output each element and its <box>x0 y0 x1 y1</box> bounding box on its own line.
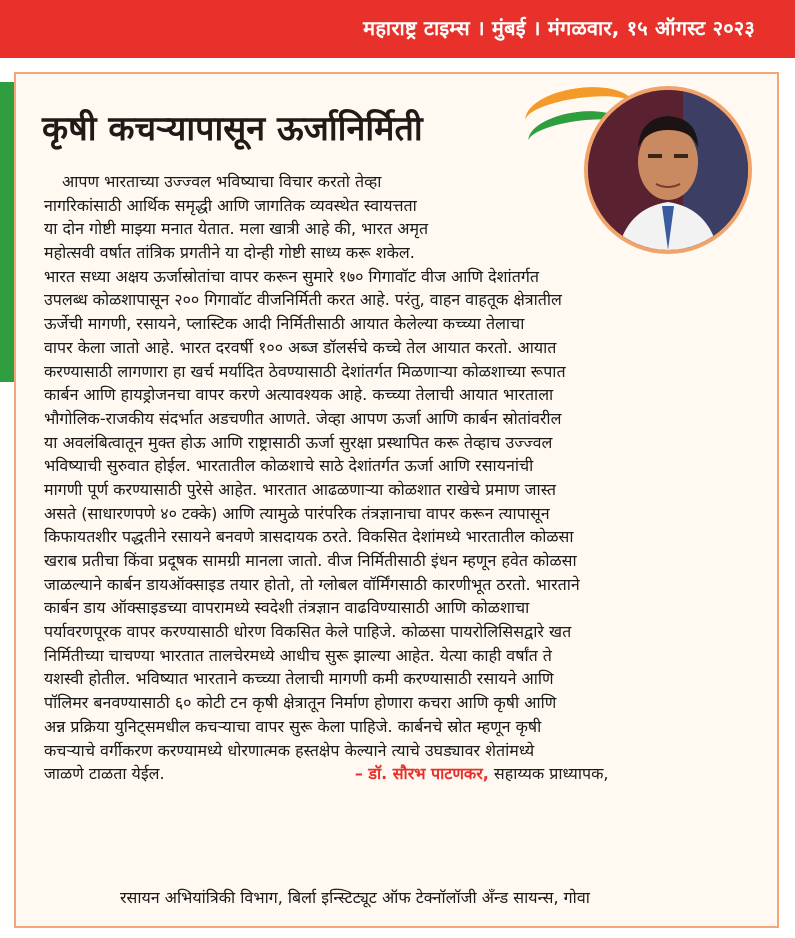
body-line: महोत्सवी वर्षात तांत्रिक प्रगतीने या दोन्ही गोष्टी साध्य करू शकेल. <box>44 243 415 263</box>
body-line: पॉलिमर बनवण्यासाठी ६० कोटी टन कृषी क्षेत्रातून निर्माण होणारा कचरा आणि कृषी आणि <box>44 693 557 713</box>
body-line: आपण भारताच्या उज्ज्वल भविष्याचा विचार करतो तेव्हा <box>62 172 382 191</box>
author-affiliation: रसायन अभियांत्रिकी विभाग, बिर्ला इन्स्टिट्यूट ऑफ टेक्नॉलॉजी अँन्ड सायन्स, गोवा <box>120 888 590 907</box>
dateline: महाराष्ट्र टाइम्स । मुंबई । मंगळवार, १५ ऑगस्ट २०२३ <box>363 16 755 40</box>
body-line: करण्यासाठी लागणारा हा खर्च मर्यादित ठेवण्यासाठी देशांतर्गत मिळणाऱ्या कोळशाच्या रूपात <box>44 361 566 381</box>
body-line: वापर केला जातो आहे. भारत दरवर्षी १०० अब्ज डॉलर्सचे कच्चे तेल आयात करतो. आयात <box>44 337 557 357</box>
body-line: मागणी पूर्ण करण्यासाठी पुरेसे आहेत. भारतात आढळणाऱ्या कोळशात राखेचे प्रमाण जास्त <box>44 479 557 499</box>
byline-row <box>44 762 754 786</box>
body-line: या दोन गोष्टी माझ्या मनात येतात. मला खात्री आहे की, भारत अमृत <box>44 219 429 239</box>
body-line: निर्मितीच्या चाचण्या भारतात तालचेरमध्ये आधीच सुरू झाल्या आहेत. येत्या काही वर्षांत ते <box>44 645 552 665</box>
body-line: कचऱ्याचे वर्गीकरण करण्यामध्ये धोरणात्मक हस्तक्षेप केल्याने त्याचे उघड्यावर शेतांमध्ये <box>44 740 535 760</box>
body-line: यशस्वी होतील. भविष्यात भारताने कच्च्या तेलाची मागणी कमी करण्यासाठी रसायने आणि <box>44 669 554 689</box>
body-line: असते (साधारणपणे ४० टक्के) आणि त्यामुळे पारंपरिक तंत्रज्ञानाचा वापर करून त्यापासून <box>44 503 550 523</box>
body-line: कार्बन आणि हायड्रोजनचा वापर करणे अत्यावश्यक आहे. कच्च्या तेलाची आयात भारताला <box>44 385 554 405</box>
body-line: खराब प्रतीचा किंवा प्रदूषक सामग्री मानला जातो. वीज निर्मितीसाठी इंधन म्हणून हवेत कोळसा <box>44 551 577 570</box>
author-designation: सहाय्यक प्राध्यापक, <box>488 764 609 784</box>
body-line: किफायतशीर पद्धतीने रसायने बनवणे त्रासदायक ठरते. विकसित देशांमध्ये भारतातील कोळसा <box>44 527 574 547</box>
article-body <box>44 170 754 786</box>
body-line: कार्बन डाय ऑक्साइडच्या वापरामध्ये स्वदेशी तंत्रज्ञान वाढविण्यासाठी आणि कोळशाचा <box>44 598 530 618</box>
masthead-bar <box>0 0 795 58</box>
article-title: कृषी कचऱ्यापासून ऊर्जानिर्मिती <box>42 109 423 149</box>
body-last-line: जाळणे टाळता येईल. <box>44 764 165 784</box>
body-line: नागरिकांसाठी आर्थिक समृद्धी आणि जागतिक व्यवस्थेत स्वायत्तता <box>44 195 417 215</box>
body-line: या अवलंबित्वातून मुक्त होऊ आणि राष्ट्रासाठी ऊर्जा सुरक्षा प्रस्थापित करू तेव्हाच उज्ज्वल <box>44 432 553 452</box>
body-line: जाळल्याने कार्बन डायऑक्साइड तयार होतो, तो ग्लोबल वॉर्मिंगसाठी कारणीभूत ठरतो. भारताने <box>44 574 580 594</box>
body-line: भविष्याची सुरुवात होईल. भारतातील कोळशाचे साठे देशांतर्गत ऊर्जा आणि रसायनांची <box>44 456 534 476</box>
body-line: अन्न प्रक्रिया युनिट्समधील कचऱ्याचा वापर सुरू केला पाहिजे. कार्बनचे स्रोत म्हणून कृषी <box>44 716 542 736</box>
author-name: – डॉ. सौरभ पाटणकर, <box>354 764 489 784</box>
body-line: भौगोलिक-राजकीय संदर्भात अडचणीत आणते. जेव्हा आपण ऊर्जा आणि कार्बन स्रोतांवरील <box>44 408 562 428</box>
body-line: उपलब्ध कोळशापासून २०० गिगावॉट वीजनिर्मिती करत आहे. परंतु, वाहन वाहतूक क्षेत्रातील <box>44 290 562 310</box>
body-line: भारत सध्या अक्षय ऊर्जास्रोतांचा वापर करून सुमारे १७० गिगावॉट वीज आणि देशांतर्गत <box>44 266 539 286</box>
body-line: ऊर्जेची मागणी, रसायने, प्लास्टिक आदी निर्मितीसाठी आयात केलेल्या कच्च्या तेलाचा <box>44 314 525 334</box>
body-line: पर्यावरणपूरक वापर करण्यासाठी धोरण विकसित केले पाहिजे. कोळसा पायरोलिसिसद्वारे खत <box>44 622 572 642</box>
